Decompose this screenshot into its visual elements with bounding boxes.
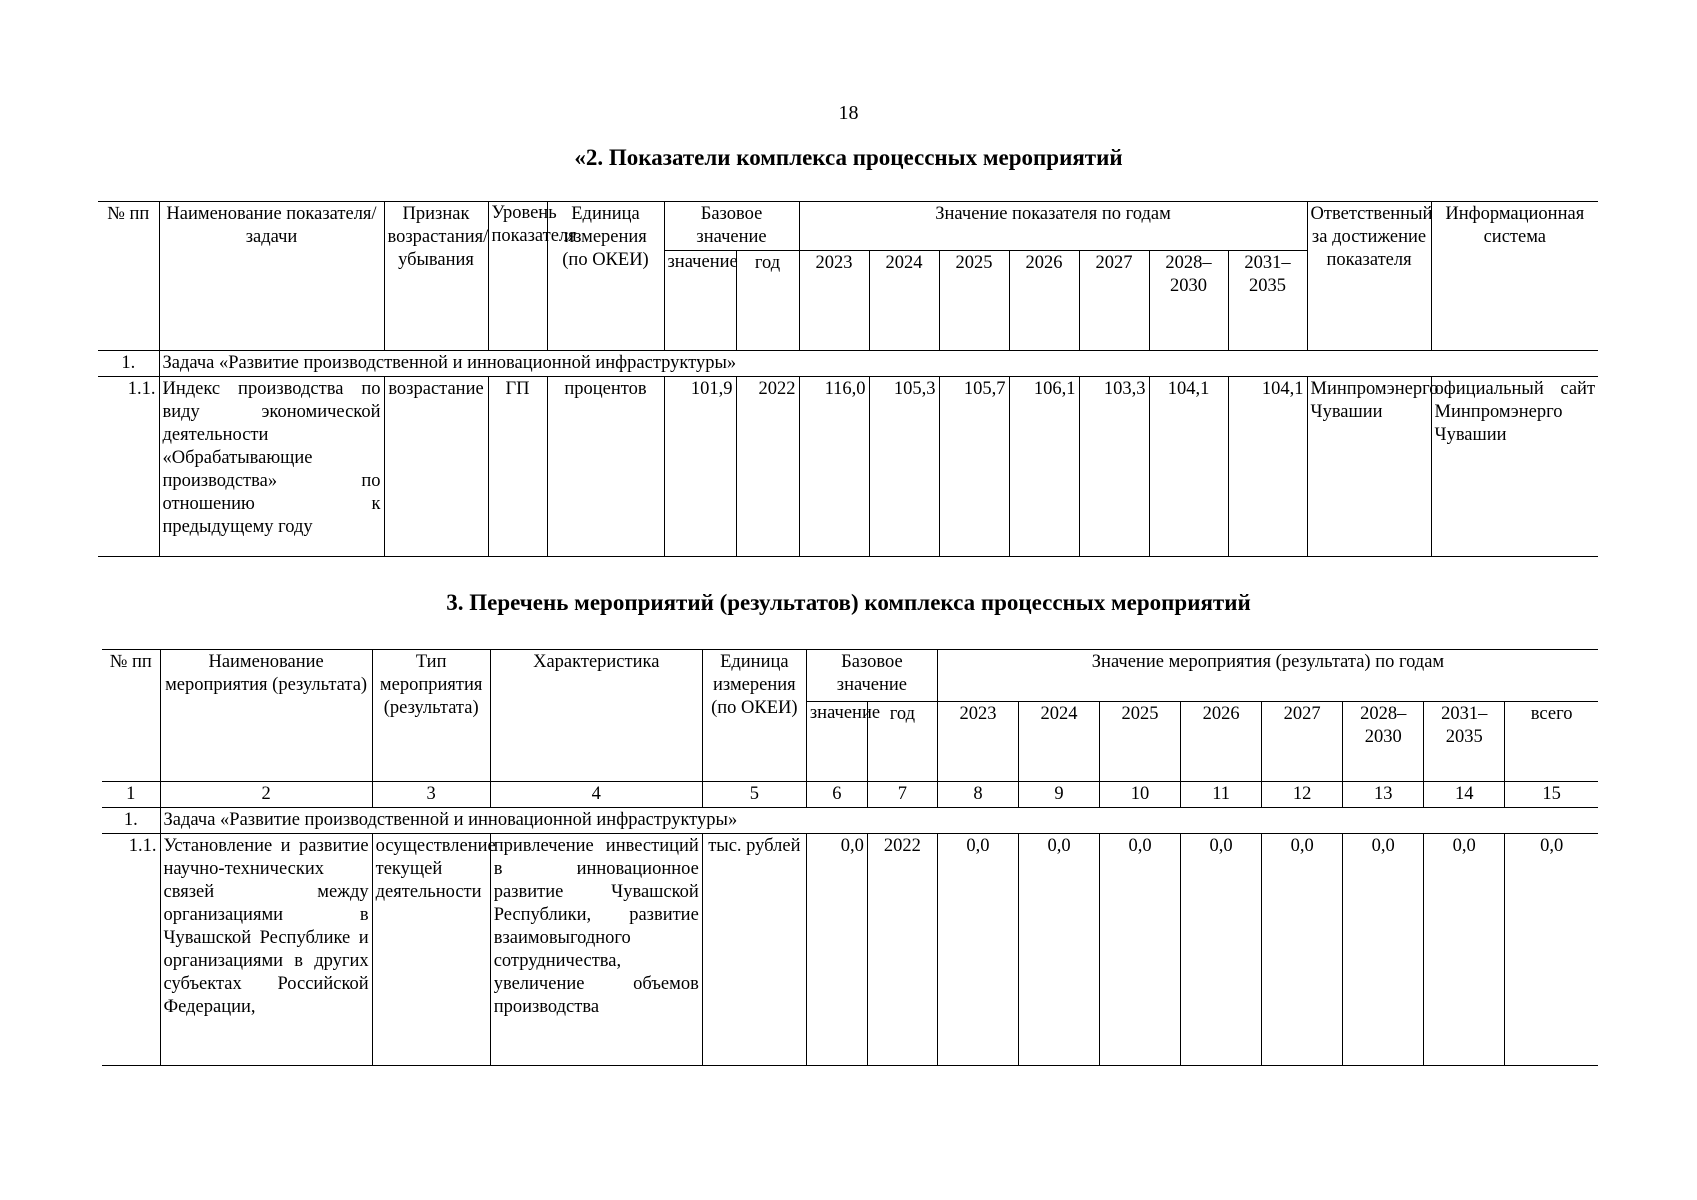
header-year: 2026 (1181, 702, 1262, 782)
header-year: 2024 (869, 251, 939, 351)
task-text: Задача «Развитие производственной и инновационной инфраструктуры» (160, 808, 1598, 834)
row-level: ГП (488, 377, 547, 557)
activities-table (102, 649, 1598, 1066)
column-number: 8 (937, 782, 1018, 808)
header-year: 2027 (1262, 702, 1343, 782)
column-number: 5 (702, 782, 806, 808)
row-base-year: 2022 (736, 377, 799, 557)
indicators-table (98, 201, 1598, 557)
section-title-activities: 3. Перечень мероприятий (результатов) комплекса процессных мероприятий (446, 590, 1251, 615)
row-value: 0,0 (1018, 834, 1099, 1066)
header-year: 2023 (799, 251, 869, 351)
row-unit: процентов (547, 377, 664, 557)
section-title-indicators: «2. Показатели комплекса процессных мероприятий (574, 145, 1123, 170)
row-value: 0,0 (1262, 834, 1343, 1066)
header-base-value: значение (806, 702, 867, 782)
column-number: 12 (1262, 782, 1343, 808)
row-value: 0,0 (1181, 834, 1262, 1066)
row-base-value: 0,0 (806, 834, 867, 1066)
row-value: 104,1 (1149, 377, 1228, 557)
header-year: 2024 (1018, 702, 1099, 782)
header-num: № пп (102, 650, 160, 782)
header-indicator-name: Наименование показателя/задачи (159, 202, 384, 351)
row-value: 116,0 (799, 377, 869, 557)
header-year: 2028–2030 (1343, 702, 1424, 782)
row-value: 105,3 (869, 377, 939, 557)
row-type: осуществление текущей деятельности (372, 834, 490, 1066)
header-year: 2025 (939, 251, 1009, 351)
row-characteristic: привлечение инвестиций в инновационное развитие Чувашской Республики, развитие взаимовыгодного сотрудничества, увеличение объемов производства (490, 834, 702, 1066)
column-number: 9 (1018, 782, 1099, 808)
header-base-value: значение (664, 251, 736, 351)
header-year: 2025 (1100, 702, 1181, 782)
header-values-by-year: Значение показателя по годам (799, 202, 1307, 251)
header-year: 2028–2030 (1149, 251, 1228, 351)
header-responsible: Ответственный за достижение показателя (1307, 202, 1431, 351)
header-unit: Единица измерения (по ОКЕИ) (547, 202, 664, 351)
header-type: Тип мероприятия (результата) (372, 650, 490, 782)
header-total: всего (1505, 702, 1598, 782)
header-year: 2031–2035 (1424, 702, 1505, 782)
row-value: 0,0 (1343, 834, 1424, 1066)
column-number: 7 (867, 782, 937, 808)
row-sign: возрастание (384, 377, 488, 557)
header-characteristic: Характеристика (490, 650, 702, 782)
row-num: 1.1. (98, 377, 159, 557)
row-value: 106,1 (1009, 377, 1079, 557)
header-sign: Признак возрастания/ убывания (384, 202, 488, 351)
task-num: 1. (102, 808, 160, 834)
task-num: 1. (98, 351, 159, 377)
column-number: 15 (1505, 782, 1598, 808)
row-value: 103,3 (1079, 377, 1149, 557)
column-number: 14 (1424, 782, 1505, 808)
header-unit: Единица измерения (по ОКЕИ) (702, 650, 806, 782)
header-info-system: Информационная система (1431, 202, 1598, 351)
page-number: 18 (838, 102, 859, 124)
column-number: 2 (160, 782, 372, 808)
header-year: 2027 (1079, 251, 1149, 351)
column-number: 6 (806, 782, 867, 808)
row-value: 0,0 (937, 834, 1018, 1066)
row-base-value: 101,9 (664, 377, 736, 557)
header-year: 2026 (1009, 251, 1079, 351)
row-value: 105,7 (939, 377, 1009, 557)
header-activity-name: Наименование мероприятия (результата) (160, 650, 372, 782)
row-activity-name: Установление и развитие научно-технических связей между организациями в Чувашской Республике и организациями в других субъектах Российской Федерации, (160, 834, 372, 1066)
column-number: 13 (1343, 782, 1424, 808)
header-base-year: год (867, 702, 937, 782)
column-number: 11 (1181, 782, 1262, 808)
column-number: 1 (102, 782, 160, 808)
row-value: 0,0 (1424, 834, 1505, 1066)
header-base-year: год (736, 251, 799, 351)
row-info-system: официальный сайт Минпромэнерго Чувашии (1431, 377, 1598, 557)
row-num: 1.1. (102, 834, 160, 1066)
row-unit: тыс. рублей (702, 834, 806, 1066)
header-year: 2031–2035 (1228, 251, 1307, 351)
header-values-by-year: Значение мероприятия (результата) по годам (937, 650, 1598, 702)
row-responsible: Минпромэнерго Чувашии (1307, 377, 1431, 557)
header-base: Базовое значение (806, 650, 937, 702)
row-indicator-name: Индекс производства по виду экономической деятельности «Обрабатывающие производства» по отношению к предыдущему году (159, 377, 384, 557)
row-value: 104,1 (1228, 377, 1307, 557)
row-total: 0,0 (1505, 834, 1598, 1066)
column-number: 10 (1100, 782, 1181, 808)
header-num: № пп (98, 202, 159, 351)
header-level: Уровень показателя (488, 202, 547, 351)
header-base: Базовое значение (664, 202, 799, 251)
column-number: 4 (490, 782, 702, 808)
task-text: Задача «Развитие производственной и инновационной инфраструктуры» (159, 351, 1598, 377)
column-number: 3 (372, 782, 490, 808)
row-value: 0,0 (1100, 834, 1181, 1066)
row-base-year: 2022 (867, 834, 937, 1066)
header-year: 2023 (937, 702, 1018, 782)
